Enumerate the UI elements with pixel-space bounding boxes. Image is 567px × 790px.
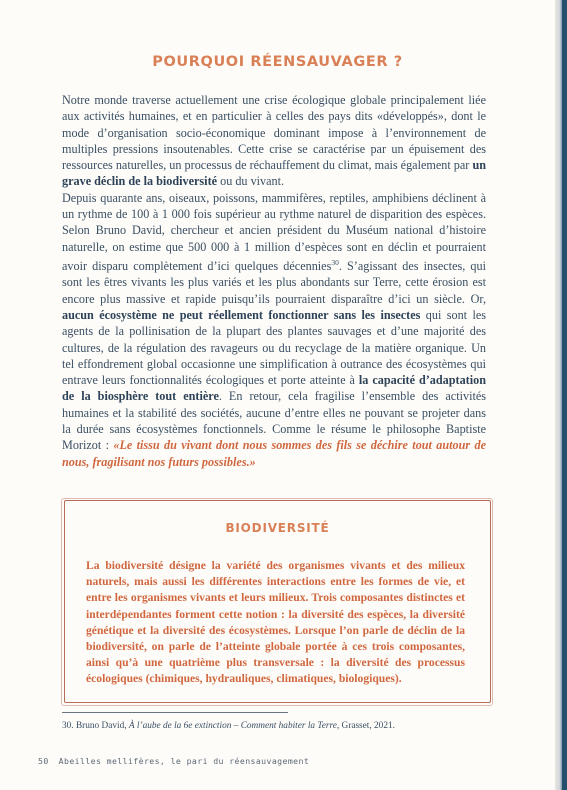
page-footer <box>38 756 309 766</box>
box-title: BIODIVERSITÉ <box>225 521 330 535</box>
main-text <box>62 92 486 470</box>
running-title: Abeilles mellifères, le pari du réensauvagement <box>58 756 310 766</box>
paragraph-1-end: ou du vivant. <box>217 174 285 189</box>
footnote <box>62 721 502 731</box>
paragraph-1-emphasis: un grave déclin de la biodiversité <box>62 158 486 189</box>
section-title: POURQUOI RÉENSAUVAGER ? <box>152 54 403 70</box>
footnote-number: 30. <box>62 721 74 731</box>
paragraph-2 <box>62 190 486 470</box>
footnote-author: Bruno David, <box>75 721 127 731</box>
biodiversity-box <box>64 500 491 703</box>
paragraph-2-emphasis-2: la capacité d’adaptation de la biosphère tout entière <box>62 373 486 404</box>
footnote-divider <box>62 712 288 713</box>
paragraph-2-part2: . S’agissant des insectes, qui sont les êtres vivants les plus variés et les plus abondants sur Terre, cette érosion est encore plus massive et rapide puisqu’ils pourraient disparaître d’ici un siècle. Or, <box>62 259 486 306</box>
paragraph-1 <box>62 92 486 190</box>
footnote-book-title: À l’aube de la 6e extinction – Comment habiter la Terre <box>128 721 337 731</box>
paragraph-2-part3: qui sont les agents de la pollinisation de la plupart des plantes sauvages et d’une majorité des cultures, de la régulation des ravageurs ou du recyclage de la matière organique. Un tel effondrement global occasionne une simplification à outrance des écosystèmes qui entrave leurs fonctionnalités écologiques et porte atteinte à <box>62 307 486 388</box>
page-number: 50 <box>38 756 49 766</box>
paragraph-2-emphasis-1: aucun écosystème ne peut réellement fonctionner sans les insectes <box>62 307 421 322</box>
box-text: La biodiversité désigne la variété des organismes vivants et des milieux naturels, mais aussi les différentes interactions entre les formes de vie, et entre les organismes vivants et leurs milieux. Trois composantes distinctes et interdépendantes forment cette notion : la diversité des espèces, la diversité génétique et la diversité des écosystèmes. Lorsque l’on parle de déclin de la biodiversité, on parle de l’atteinte globale portée à ces trois composantes, ainsi qu’à une quatrième plus transversale : la diversité des processus écologiques (chimiques, hydrauliques, climatiques, biologiques). <box>86 559 465 686</box>
cover-edge <box>562 0 567 790</box>
footnote-publisher: , Grasset, 2021. <box>336 721 395 731</box>
paragraph-1-text: Notre monde traverse actuellement une crise écologique globale principalement liée aux activités humaines, et en particulier à celles des pays dits «développés», dont le mode d’organisation socio-économique dominant impose à l’environnement de multiples pressions insoutenables. Cette crise se caractérise par un épuisement des ressources naturelles, un processus de réchauffement du climat, mais également par <box>62 93 486 173</box>
paragraph-2-part1: Depuis quarante ans, oiseaux, poissons, mammifères, reptiles, amphibiens déclinent à un rythme de 100 à 1 000 fois supérieur au rythme naturel de disparition des espèces. Selon Bruno David, chercheur et ancien président du Muséum national d’histoire naturelle, on estime que 500 000 à 1 million d’espèces sont en déclin et pourraient avoir disparu complètement d’ici quelques décennies <box>62 190 486 274</box>
morizot-quote: «Le tissu du vivant dont nous sommes des fils se déchire tout autour de nous, fragilisant nos futurs possibles.» <box>62 438 487 469</box>
footnote-reference: 30 <box>331 257 339 267</box>
paragraph-2-part4: . En retour, cela fragilise l’ensemble des activités humaines et la stabilité des sociétés, aucune d’entre elles ne pouvant se projeter dans la durée sans écosystèmes fonctionnels. Comme le résume le philosophe Baptiste Morizot : <box>62 389 486 453</box>
